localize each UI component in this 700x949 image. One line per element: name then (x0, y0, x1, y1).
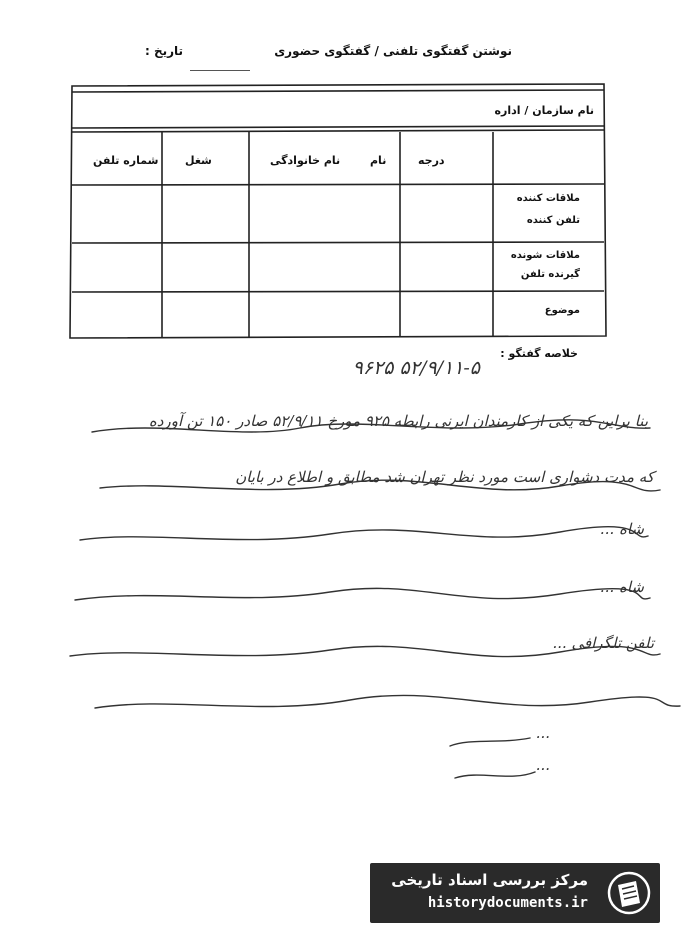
date-label: تاریخ : (145, 44, 184, 58)
column-phone: شماره تلفن (93, 154, 159, 167)
signature-line-1: ... (535, 724, 550, 742)
org-label: نام سازمان / اداره (494, 104, 594, 117)
column-first-name: نام (370, 154, 387, 167)
row-visited-label: ملاقات شونده (510, 250, 580, 261)
handwritten-line-1: بنا براین که یکی از کارمندان ایرنی رابطه ۹۲۵ مورخ ۵۲/۹/۱۱ صادر ۱۵۰ تن آورده (148, 412, 648, 430)
handwritten-line-3: شاه ... (599, 520, 644, 538)
row-visitor-label: ملاقات کننده (516, 193, 580, 204)
summary-label: خلاصه گفتگو : (500, 347, 578, 360)
archive-website: historydocuments.ir (427, 895, 588, 911)
handwritten-line-2: که مدت دشواری است مورد نظر تهران شد مطابق و اطلاع در بایان (235, 468, 654, 486)
archive-watermark (370, 863, 660, 923)
handwritten-line-4: شاه ... (599, 578, 644, 596)
archive-logo-icon (606, 871, 652, 915)
row-subject-label: موضوع (544, 305, 580, 316)
row-caller-label: تلفن کننده (526, 215, 580, 226)
column-last-name: نام خانوادگی (270, 154, 341, 167)
handwritten-line-5: تلفن تلگرافی ... (552, 634, 654, 652)
column-rank: درجه (418, 154, 445, 167)
archive-name: مرکز بررسی اسناد تاریخی (391, 871, 588, 889)
signature-line-2: ... (535, 756, 550, 774)
column-job: شغل (185, 154, 212, 167)
row-receiver-label: گیرنده تلفن (520, 269, 580, 280)
form-title: نوشتن گفتگوی تلفنی / گفتگوی حضوری (274, 44, 512, 58)
handwritten-reference: ۵۲/۹/۱۱-۵ ۹۶۲۵ (352, 357, 480, 379)
